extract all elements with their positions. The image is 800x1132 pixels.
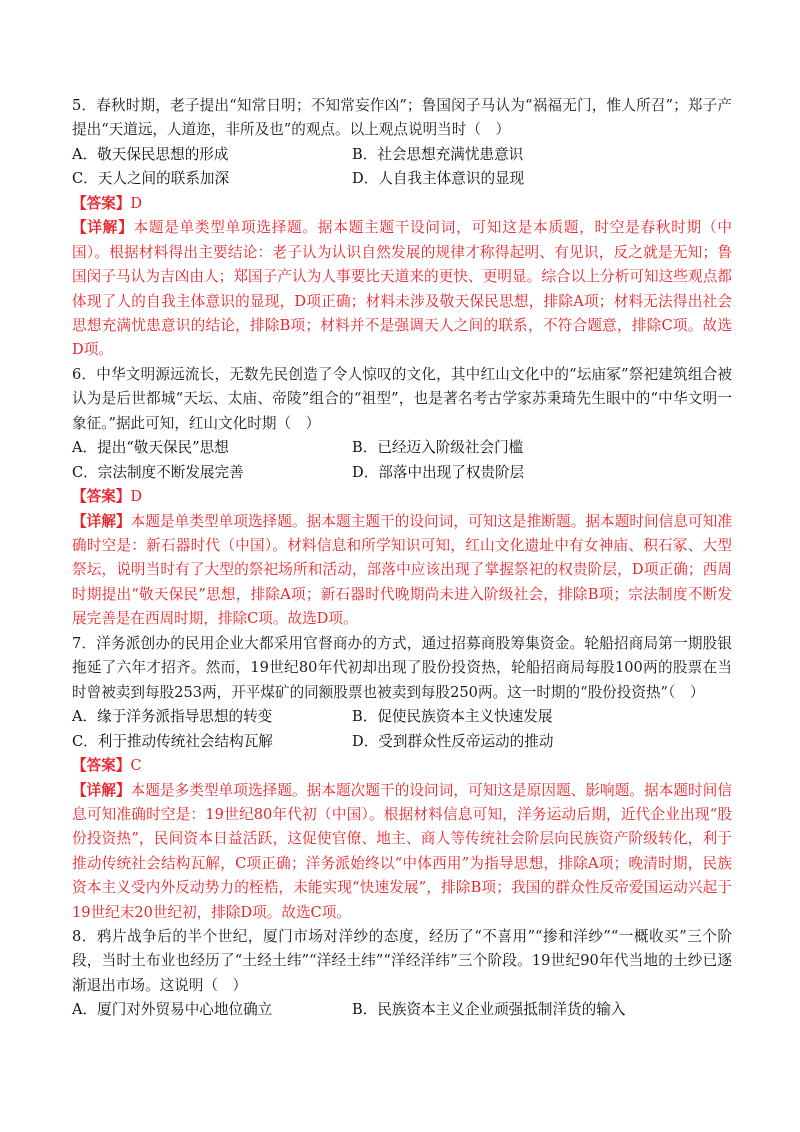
detail-tag: 【详解】 xyxy=(72,219,134,237)
question-6-options-row-2 xyxy=(72,461,732,486)
answer-tag: 【答案】 xyxy=(72,757,131,775)
question-5-options-row-1 xyxy=(72,143,732,168)
answer-value: D xyxy=(130,488,143,506)
answer-tag: 【答案】 xyxy=(72,195,131,212)
option-a: A．敬天保民思想的形成 xyxy=(72,145,229,163)
detail-tag: 【详解】 xyxy=(72,781,131,799)
option-b: B．社会思想充满忧患意识 xyxy=(352,145,524,163)
detail-text: 本题是单类型单项选择题。据本题主题干的设问词，可知这是推断题。据本题时间信息可知准确时空是：新石器时代（中国）。材料信息和所学知识可知，红山文化遗址中有女神庙、积石冢、大型祭坛，说明当时有了大型的祭祀场所和活动，部落中应该出现了掌握祭祀的权贵阶层，D项正确；西周时期提出“敬天保民”思想，排除A项；新石器时代晚期尚未进入阶级社会，排除B项；宗法制度不断发展完善是在西周时期，排除C项。故选D项。 xyxy=(72,512,732,628)
option-c: C．天人之间的联系加深 xyxy=(72,170,230,188)
question-7-answer xyxy=(72,754,732,778)
question-8-stem: 8．鸦片战争后的半个世纪，厦门市场对洋纱的态度，经历了“不喜用”“掺和洋纱”“一概收买”三个阶段，当时土布业也经历了“土经土纬”“洋经土纬”“洋经洋纬”三个阶段。19世纪90年代当地的土纱已逐渐退出市场。这说明（ ） xyxy=(72,927,732,994)
option-d: D．受到群众性反帝运动的推动 xyxy=(352,732,554,750)
detail-text: 本题是单类型单项选择题。据本题主题干设问词，可知这是本质题，时空是春秋时期（中国）。根据材料得出主要结论：老子认为认识自然发展的规律才称得起明、有见识，反之就是无知；鲁国闵子马认为吉凶由人；郑国子产认为人事要比天道来的更快、更明显。综合以上分析可知这些观点都体现了人的自我主体意识的显现，D项正确；材料未涉及敬天保民思想，排除A项；材料无法得出社会思想充满忧患意识的结论，排除B项；材料并不是强调天人之间的联系，不符合题意，排除C项。故选D项。 xyxy=(72,219,732,359)
answer-tag: 【答案】 xyxy=(72,488,131,506)
question-5-answer xyxy=(72,192,732,216)
question-8-options-row-1 xyxy=(72,998,732,1023)
question-5-detail xyxy=(72,216,732,362)
detail-text: 本题是多类型单项选择题。据本题次题干的设问词，可知这是原因题、影响题。据本题时间信息可知准确时空是：19世纪80年代初（中国）。根据材料信息可知，洋务运动后期，近代企业出现“股份投资热”，民间资本日益活跃，这促使官僚、地主、商人等传统社会阶层向民族资产阶级转化，利于推动传统社会结构瓦解，C项正确；洋务派始终以“中体西用”为指导思想，排除A项；晚清时期，民族资本主义受内外反动势力的桎梏，未能实现“快速发展”，排除B项；我国的群众性反帝爱国运动兴起于19世纪末20世纪初，排除D项。故选C项。 xyxy=(72,781,732,921)
question-5-stem: 5．春秋时期，老子提出“知常日明；不知常妄作凶”；鲁国闵子马认为“祸福无门，惟人所召”；郑子产提出“天道远，人道迩，非所及也”的观点。以上观点说明当时（ ） xyxy=(72,97,732,139)
question-6-detail xyxy=(72,510,732,632)
detail-tag: 【详解】 xyxy=(72,512,131,530)
answer-value: C xyxy=(130,757,142,775)
question-7-options-row-1 xyxy=(72,705,732,730)
question-6-options-row-1 xyxy=(72,436,732,461)
option-d: D．人自我主体意识的显现 xyxy=(352,170,525,188)
option-c: C．利于推动传统社会结构瓦解 xyxy=(72,732,273,750)
document-page xyxy=(72,88,732,1023)
option-b: B．促使民族资本主义快速发展 xyxy=(352,707,553,725)
question-7-stem: 7．洋务派创办的民用企业大都采用官督商办的方式，通过招募商股筹集资金。轮船招商局第一期股银拖延了六年才招齐。然而，19世纪80年代初却出现了股份投资热，轮船招商局每股100两的股票在当时曾被卖到每股253两，开平煤矿的同额股票也被卖到每股250两。这一时期的“股份投资热”（ ） xyxy=(72,634,732,701)
option-b: B．民族资本主义企业顽强抵制洋货的输入 xyxy=(352,1001,626,1019)
option-a: A．缘于洋务派指导思想的转变 xyxy=(72,707,273,725)
answer-value: D xyxy=(130,195,143,212)
question-5-options-row-2 xyxy=(72,167,732,192)
question-7-detail xyxy=(72,779,732,925)
question-6-answer xyxy=(72,485,732,509)
question-6-stem: 6．中华文明源远流长，无数先民创造了令人惊叹的文化，其中红山文化中的“坛庙冢”祭祀建筑组合被认为是后世都城“天坛、太庙、帝陵”组合的“祖型”，也是著名考古学家苏秉琦先生眼中的“中华文明一象征。”据此可知，红山文化时期（ ） xyxy=(72,365,732,432)
option-a: A．提出“敬天保民”思想 xyxy=(72,439,229,457)
option-b: B．已经迈入阶级社会门槛 xyxy=(352,439,524,457)
option-c: C．宗法制度不断发展完善 xyxy=(72,463,244,481)
option-a: A．厦门对外贸易中心地位确立 xyxy=(72,1001,273,1019)
question-7-options-row-2 xyxy=(72,730,732,755)
option-d: D．部落中出现了权贵阶层 xyxy=(352,463,525,481)
